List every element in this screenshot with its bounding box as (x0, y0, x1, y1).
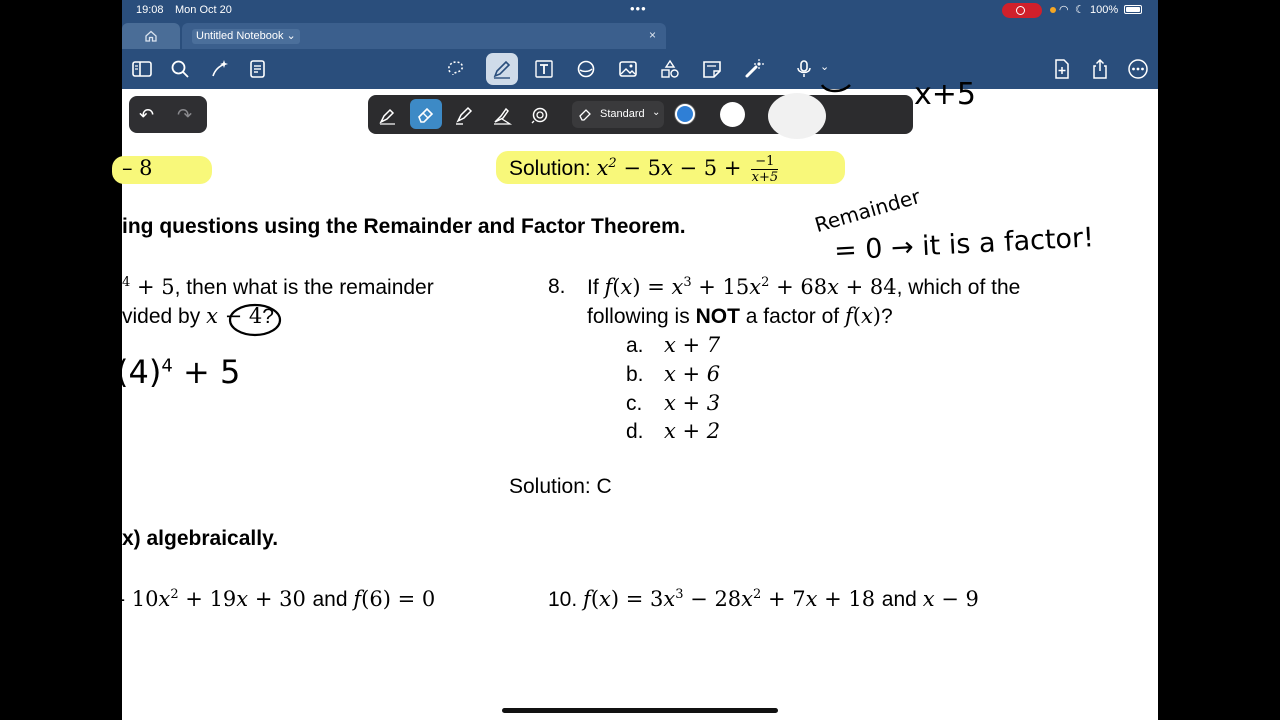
solution-7-fraction (751, 154, 778, 185)
shapes-tool-button[interactable] (572, 55, 600, 83)
export-button[interactable] (244, 55, 272, 83)
prev-answer-text: – 8 (122, 156, 153, 180)
handwritten-remainder-word: Remainder (812, 184, 923, 238)
option-d (626, 419, 720, 444)
notebook-tab-label[interactable] (192, 29, 300, 44)
handwritten-x-plus-5: x+5 (914, 77, 976, 112)
option-c-expr: x + 3 (664, 391, 721, 415)
status-time: 19:08 (136, 4, 164, 16)
shape-pen-icon (492, 105, 512, 125)
more-icon (1127, 58, 1149, 80)
question-7-line-1: $^4$ + 5, then what is the remainder (122, 275, 434, 299)
status-bar (122, 0, 1158, 20)
record-audio-button[interactable] (790, 55, 836, 83)
laser-icon (743, 58, 765, 80)
ai-button[interactable] (206, 55, 234, 83)
notebook-tab[interactable] (182, 23, 666, 49)
option-a-letter: a. (626, 334, 644, 357)
option-c-letter: c. (626, 392, 643, 415)
text-icon (533, 58, 555, 80)
shape-pen-button[interactable] (490, 103, 514, 127)
option-b-expr: x + 6 (664, 362, 721, 386)
color-swatch-white[interactable] (720, 102, 745, 127)
question-7-line-2: vided by x − 4? (122, 304, 274, 328)
option-a-expr: x + 7 (664, 333, 721, 357)
status-date: Mon Oct 20 (175, 4, 232, 16)
solution-7: Solution: $x^2 - 5x - 5$ + $\frac{-1}{x+5}$ (509, 154, 779, 185)
highlighter-icon (454, 105, 474, 125)
main-toolbar (122, 49, 1158, 89)
q10-and: and (881, 588, 917, 611)
add-page-icon (1051, 58, 1073, 80)
pen-toolbar (368, 95, 913, 134)
solution-7-expression: $x^2$ (596, 156, 617, 181)
lasso-tool-button[interactable] (442, 55, 470, 83)
q8-tail: , which of the (896, 276, 1021, 299)
sidebar-icon (131, 58, 153, 80)
eraser-button[interactable] (410, 99, 442, 129)
sticky-note-icon (701, 58, 723, 80)
fraction-numerator: −1 (751, 154, 778, 170)
home-icon (144, 29, 158, 43)
q8-not: NOT (695, 305, 740, 328)
thickness-preview[interactable] (768, 93, 826, 139)
color-swatch-blue[interactable] (675, 104, 695, 124)
multitasking-dots-icon[interactable]: ••• (630, 1, 647, 16)
section-heading-1: ing questions using the Remainder and Factor Theorem. (122, 215, 686, 238)
sticky-note-button[interactable] (698, 55, 726, 83)
option-a (626, 333, 720, 358)
sidebar-toggle-button[interactable] (128, 55, 156, 83)
battery-percentage: 100% (1090, 4, 1119, 16)
q7-line2-text: vided by (122, 305, 201, 328)
question-8-number: 8. (548, 275, 566, 298)
notebook-page[interactable] (116, 77, 1158, 720)
close-tab-icon[interactable]: × (648, 28, 656, 42)
share-icon (1089, 58, 1111, 80)
q8-line2-b: a factor of (745, 305, 840, 328)
section-heading-2: x) algebraically. (122, 527, 279, 550)
eraser-style-dropdown[interactable] (572, 101, 664, 128)
fountain-pen-button[interactable] (376, 103, 400, 127)
lasso-icon (445, 58, 467, 80)
pen-tool-button[interactable] (486, 53, 518, 85)
laser-pointer-button[interactable] (740, 55, 768, 83)
lasso-pen-button[interactable] (528, 103, 552, 127)
focus-moon-icon: ☾ (1075, 4, 1085, 16)
q9-and: and (312, 588, 348, 611)
mic-in-use-indicator (1050, 7, 1056, 13)
q7-exponent: 4 (122, 275, 131, 290)
shapes-icon (575, 58, 597, 80)
add-page-button[interactable] (1048, 55, 1076, 83)
option-d-letter: d. (626, 420, 644, 443)
eraser-style-label: Standard (600, 108, 645, 120)
tab-bar (122, 20, 1158, 49)
microphone-icon (793, 58, 815, 80)
chevron-down-icon: ⌄ (820, 61, 830, 73)
pen-icon (491, 58, 513, 80)
handwritten-work-base: (4) (116, 353, 162, 391)
search-icon (169, 58, 191, 80)
share-button[interactable] (1086, 55, 1114, 83)
q8-line2-a: following is (587, 305, 690, 328)
undo-redo-bar (129, 96, 207, 133)
prev-answer-fragment (122, 156, 153, 181)
home-indicator[interactable] (502, 708, 778, 713)
undo-icon[interactable]: ↶ (139, 105, 155, 125)
lasso-spiral-icon (530, 105, 550, 125)
option-b-letter: b. (626, 363, 644, 386)
fraction-denominator: x+5 (751, 170, 779, 185)
option-c (626, 391, 720, 416)
image-tool-button[interactable] (614, 55, 642, 83)
question-8-line-2: following is NOT a factor of f(x)? (587, 304, 893, 328)
handwritten-work (116, 353, 240, 391)
fountain-pen-icon (378, 105, 398, 125)
home-tab[interactable] (122, 23, 180, 49)
handwritten-work-exponent: 4 (161, 355, 173, 377)
chevron-down-icon: ⌄ (652, 107, 661, 118)
highlighter-button[interactable] (452, 103, 476, 127)
question-10: 10. $f(x) = 3x^3 - 28x^2 + 7x + 18$ and x − 9 (548, 587, 979, 611)
question-8-line-1: If $f(x) = x^3 + 15x^2 + 68x + 84$, which of the (587, 275, 1021, 299)
image-icon (617, 58, 639, 80)
solution-7-label: Solution: (509, 157, 591, 181)
question-9: - $10x^2 + 19x + 30$ and f(6) = 0 (118, 587, 436, 611)
export-icon (247, 58, 269, 80)
option-d-expr: x + 2 (664, 419, 721, 443)
ipad-screen (116, 0, 1158, 720)
handwritten-factor-note: = 0 → it is a factor! (833, 222, 1095, 267)
eraser-icon (416, 104, 436, 124)
eraser-small-icon (578, 106, 594, 122)
handwritten-work-tail: + 5 (182, 353, 241, 391)
search-button[interactable] (166, 55, 194, 83)
screen-recording-icon[interactable] (1002, 3, 1042, 18)
solution-8: Solution: C (509, 475, 612, 498)
ai-sparkle-icon (209, 58, 231, 80)
handwritten-circle (226, 301, 288, 341)
notebook-tab-title: Untitled Notebook (196, 30, 284, 42)
chevron-down-icon: ⌄ (286, 30, 296, 42)
battery-icon (1124, 5, 1142, 14)
elements-icon (659, 58, 681, 80)
q10-number: 10. (548, 588, 578, 611)
text-tool-button[interactable] (530, 55, 558, 83)
redo-icon[interactable]: ↷ (177, 105, 193, 125)
elements-tool-button[interactable] (656, 55, 684, 83)
q7-line1-text: , then what is the remainder (174, 276, 434, 299)
more-options-button[interactable] (1124, 55, 1152, 83)
wifi-icon: ◠ (1059, 4, 1069, 16)
option-b (626, 362, 720, 387)
q8-if: If (587, 276, 599, 299)
